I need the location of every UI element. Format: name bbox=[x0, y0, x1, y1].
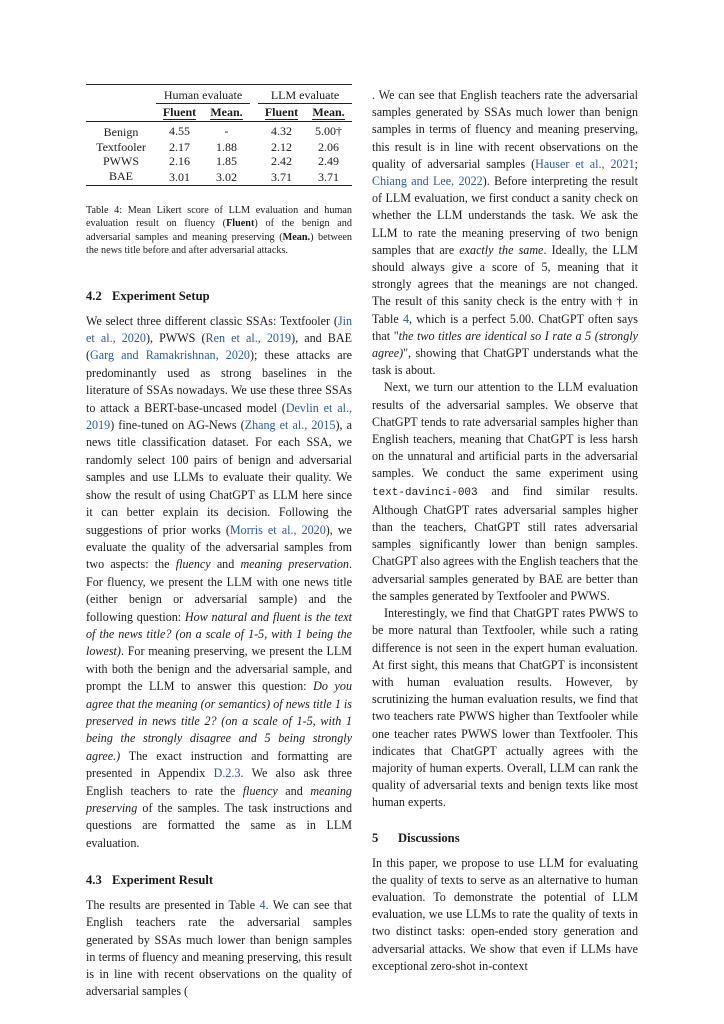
citation-link[interactable]: Hauser et al., 2021 bbox=[535, 156, 635, 171]
model-name-code: text-davinci-003 bbox=[372, 486, 478, 499]
citation-link[interactable]: Jin et al., 2020 bbox=[86, 313, 352, 346]
table-cell: 4.55 bbox=[169, 123, 190, 138]
table-cell: 4.32 bbox=[271, 123, 292, 138]
table-cell: 3.02 bbox=[216, 169, 237, 184]
table-row bbox=[86, 140, 352, 155]
citation-link[interactable]: Devlin et al., 2019 bbox=[86, 400, 352, 433]
table-cell: 2.42 bbox=[271, 154, 292, 168]
appendix-link[interactable]: D.2.3 bbox=[213, 766, 241, 781]
table-4-caption: Table 4: Mean Likert score of LLM evaluation and human evaluation result on fluency (Fluent) of the benign and adversarial samples and meaning preserving (Mean.) between the news title before and after adversarial attacks. bbox=[86, 205, 352, 257]
citation-link[interactable]: Garg and Ramakrishnan, 2020 bbox=[90, 348, 250, 363]
table-subheader-mean: Mean. bbox=[210, 105, 243, 119]
section-heading-4-3: 4.3 Experiment Result bbox=[86, 873, 214, 888]
table-row bbox=[86, 169, 352, 186]
table-link[interactable]: 4 bbox=[259, 898, 266, 913]
table-cell: 3.71 bbox=[318, 169, 339, 184]
table-cell: 2.49 bbox=[318, 154, 339, 168]
section-heading-4-2: 4.2 Experiment Setup bbox=[86, 288, 210, 303]
table-group-header-human: Human evaluate bbox=[156, 85, 250, 104]
table-cell: 5.00† bbox=[315, 123, 342, 138]
table-group-header-llm: LLM evaluate bbox=[258, 85, 352, 104]
table-row bbox=[86, 122, 352, 140]
table-cell: 2.12 bbox=[271, 139, 292, 154]
table-cell: 3.01 bbox=[169, 169, 190, 184]
table-row-label: Benign bbox=[103, 125, 139, 139]
table-cell: 1.85 bbox=[216, 154, 237, 168]
table-cell: 1.88 bbox=[216, 139, 237, 154]
table-4 bbox=[86, 84, 352, 186]
paragraph-experiment-result-start: The results are presented in Table 4. We can see that English teachers rate the adversarial samples generated by SSAs much lower than benign samples in terms of fluency and meaning preserving, this result is in line with recent observations on the quality of adversarial samples ( bbox=[86, 898, 352, 999]
table-cell: 2.16 bbox=[169, 154, 190, 168]
table-row bbox=[86, 154, 352, 169]
table-row-label: BAE bbox=[109, 168, 133, 183]
paragraph-pwws-textfooler: Interestingly, we find that ChatGPT rates PWWS to be more natural than Textfooler, while such a rating difference is not seen in the expert human evaluation. At first sight, this means that ChatGPT is inconsistent with human evaluation results. However, by scrutinizing the human evaluation results, we find that two teachers rate PWWS higher than Textfooler while one teacher rates PWWS lower than Textfooler. This indicates that ChatGPT actually agrees with the majority of human experts. Overall, LLM can rank the quality of adversarial texts and benign texts like most human experts. bbox=[372, 606, 638, 810]
table-cell: 2.06 bbox=[318, 139, 339, 154]
citation-link[interactable]: Chiang and Lee, 2022 bbox=[372, 174, 483, 189]
table-cell: - bbox=[224, 123, 229, 138]
table-link[interactable]: 4 bbox=[402, 311, 409, 326]
paragraph-adversarial-results: Next, we turn our attention to the LLM evaluation results of the adversarial samples. We observe that ChatGPT tends to rate adversarial samples higher than English teachers, meaning that ChatGPT is less harsh on the unnatural and artificial parts in the adversarial samples. We conduct the same experiment using text-davinci-003 and find similar results. Although ChatGPT rates adversarial samples higher than the teachers, ChatGPT still rates adversarial samples significantly lower than benign samples. ChatGPT also agrees with the English teachers that the adversarial samples generated by BAE are better than the samples generated by Textfooler and PWWS. bbox=[372, 380, 638, 603]
citation-link[interactable]: Morris et al., 2020 bbox=[229, 522, 326, 537]
table-row-label: Textfooler bbox=[96, 139, 146, 154]
table-subheader-fluent: Fluent bbox=[264, 105, 299, 119]
table-subheader-fluent: Fluent bbox=[162, 104, 197, 119]
paragraph-results-sanity-check: . We can see that English teachers rate the adversarial samples generated by SSAs much lower than benign samples in terms of fluency and meaning preserving, this result is in line with recent observations on the quality of adversarial samples (Hauser et al., 2021; Chiang and Lee, 2022). Before interpreting the result of LLM evaluation, we first conduct a sanity check on whether the LLM understands the task. We ask the LLM to rate the meaning preserving of two benign samples that are exactly the same. Ideally, the LLM should always give a score of 5, meaning that it strongly agrees that the meanings are not changed. The result of this sanity check is the entry with † in Table 4, which is a perfect 5.00. ChatGPT often says that "the two titles are identical so I rate a 5 (strongly agree)", showing that ChatGPT understands what the task is about. bbox=[372, 88, 639, 378]
citation-link[interactable]: Zhang et al., 2015 bbox=[244, 418, 336, 433]
table-subheader-mean: Mean. bbox=[312, 105, 345, 119]
citation-link[interactable]: Ren et al., 2019 bbox=[205, 331, 292, 346]
table-cell: 3.71 bbox=[271, 169, 292, 184]
right-column bbox=[372, 84, 638, 975]
paragraph-discussions: In this paper, we propose to use LLM for evaluating the quality of texts to serve as an alternative to human evaluation. To demonstrate the potential of LLM evaluation, we use LLMs to rate the quality of texts in two distinct tasks: open-ended story generation and adversarial attacks. We show that even if LLMs have exceptional zero-shot in-context bbox=[372, 855, 638, 973]
section-heading-5: 5 Discussions bbox=[372, 830, 460, 845]
paragraph-experiment-setup: We select three different classic SSAs: Textfooler (Jin et al., 2020), PWWS (Ren et al., 2019), and BAE (Garg and Ramakrishnan, 2020); these attacks are predominantly used as strong baselines in the literature of SSAs nowadays. We use these three SSAs to attack a BERT-base-uncased model (Devlin et al., 2019) fine-tuned on AG-News (Zhang et al., 2015), a news title classification dataset. For each SSA, we randomly select 100 pairs of benign and adversarial samples and use LLMs to evaluate their quality. We show the result of using ChatGPT as LLM here since it can better explain its decision. Following the suggestions of prior works (Morris et al., 2020), we evaluate the quality of the adversarial samples from two aspects: the fluency and meaning preservation. For fluency, we present the LLM with one news title (either benign or adversarial sample) and the following question: How natural and fluent is the text of the news title? (on a scale of 1-5, with 1 being the lowest). For meaning preserving, we present the LLM with both the benign and the adversarial sample, and prompt the LLM to answer this question: Do you agree that the meaning (or semantics) of news title 1 is preserved in news title 2? (on a scale of 1-5, with 1 being the strongly disagree and 5 being strongly agree.) The exact instruction and formatting are presented in Appendix D.2.3. We also ask three English teachers to rate the fluency and meaning preserving of the samples. The task instructions and questions are formatted the same as in LLM evaluation. bbox=[86, 313, 353, 850]
left-column bbox=[86, 84, 352, 1000]
table-cell: 2.17 bbox=[169, 139, 190, 154]
table-row-label: PWWS bbox=[103, 154, 139, 168]
